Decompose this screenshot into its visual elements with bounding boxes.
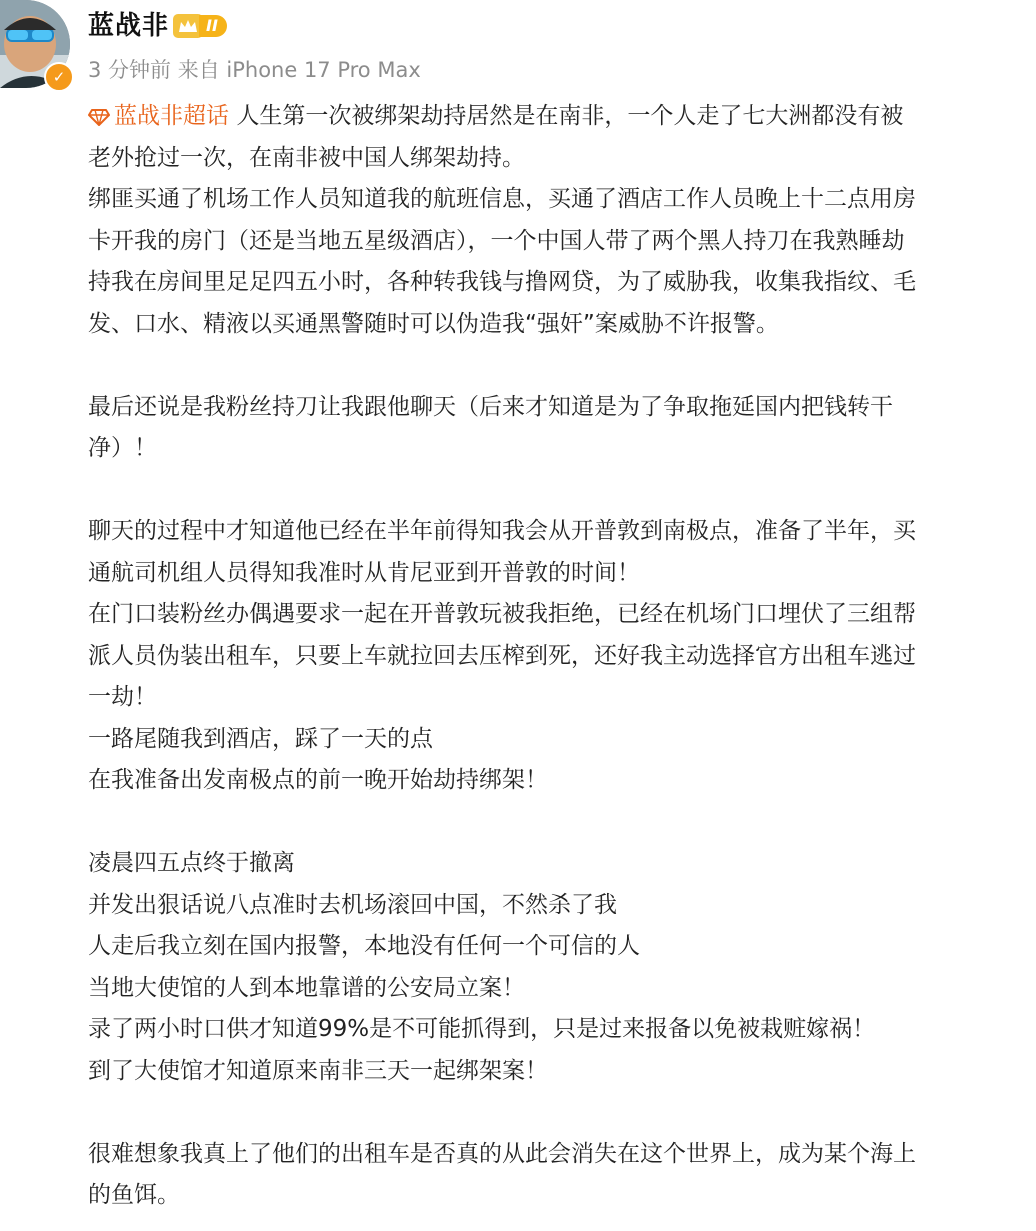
post-line: 一路尾随我到酒店，踩了一天的点: [88, 725, 433, 752]
user-level-badge[interactable]: [173, 13, 227, 39]
post-line: 净）！: [88, 435, 157, 461]
post-line: 很难想象我真上了他们的出租车是否真的从此会消失在这个世界上，成为某个海上: [88, 1140, 916, 1167]
username[interactable]: 蓝战非: [88, 11, 170, 41]
post-line: 最后还说是我粉丝持刀让我跟他聊天（后来才知道是为了争取拖延国内把钱转干: [88, 393, 893, 420]
post-meta: 3 分钟前 来自 iPhone 17 Pro Max: [88, 58, 421, 82]
verified-badge-icon: ✓: [44, 62, 74, 92]
post-line: 在门口装粉丝办偶遇要求一起在开普敦玩被我拒绝，已经在机场门口埋伏了三组帮: [88, 601, 916, 627]
post-line: 录了两小时口供才知道99%是不可能抓得到，只是过来报备以免被栽赃嫁祸！: [88, 1016, 876, 1042]
post-line: 通航司机组人员得知我准时从肯尼亚到开普敦的时间！: [88, 559, 640, 586]
post-line: 人走后我立刻在国内报警，本地没有任何一个可信的人: [88, 933, 640, 959]
post-line: 到了大使馆才知道原来南非三天一起绑架案！: [88, 1057, 548, 1084]
post-line: 在我准备出发南极点的前一晚开始劫持绑架！: [88, 767, 548, 793]
paragraph-gap: [88, 345, 1028, 387]
paragraph-gap: [88, 470, 1028, 512]
paragraph-gap: [88, 802, 1028, 844]
topic-link[interactable]: [88, 103, 229, 129]
post-paragraph: [88, 96, 1028, 138]
paragraph-gap: [88, 1092, 1028, 1134]
post-line: 持我在房间里足足四五小时，各种转我钱与撸网贷，为了威胁我，收集我指纹、毛: [88, 269, 916, 295]
post-line: 卡开我的房门（还是当地五星级酒店），一个中国人带了两个黑人持刀在我熟睡劫: [88, 227, 905, 254]
post-line: 凌晨四五点终于撤离: [88, 850, 295, 876]
topic-label[interactable]: 蓝战非超话: [114, 103, 229, 129]
post-body: [88, 96, 1028, 1217]
post-line: 人生第一次被绑架劫持居然是在南非，一个人走了七大洲都没有被: [236, 103, 904, 129]
post-line: 发、口水、精液以买通黑警随时可以伪造我“强奸”案威胁不许报警。: [88, 310, 779, 337]
user-level-label: II: [199, 15, 227, 37]
post-line: 聊天的过程中才知道他已经在半年前得知我会从开普敦到南极点，准备了半年，买: [88, 518, 916, 544]
post-line: 并发出狠话说八点准时去机场滚回中国，不然杀了我: [88, 891, 617, 918]
post-line: 绑匪买通了机场工作人员知道我的航班信息，买通了酒店工作人员晚上十二点用房: [88, 186, 916, 212]
post-line: 当地大使馆的人到本地靠谱的公安局立案！: [88, 974, 525, 1001]
diamond-icon: [88, 108, 110, 126]
post-line: 派人员伪装出租车，只要上车就拉回去压榨到死，还好我主动选择官方出租车逃过: [88, 642, 916, 669]
post-line: 的鱼饵。: [88, 1182, 180, 1208]
post-line: 一劫！: [88, 684, 157, 710]
post-line: 老外抢过一次，在南非被中国人绑架劫持。: [88, 144, 525, 171]
